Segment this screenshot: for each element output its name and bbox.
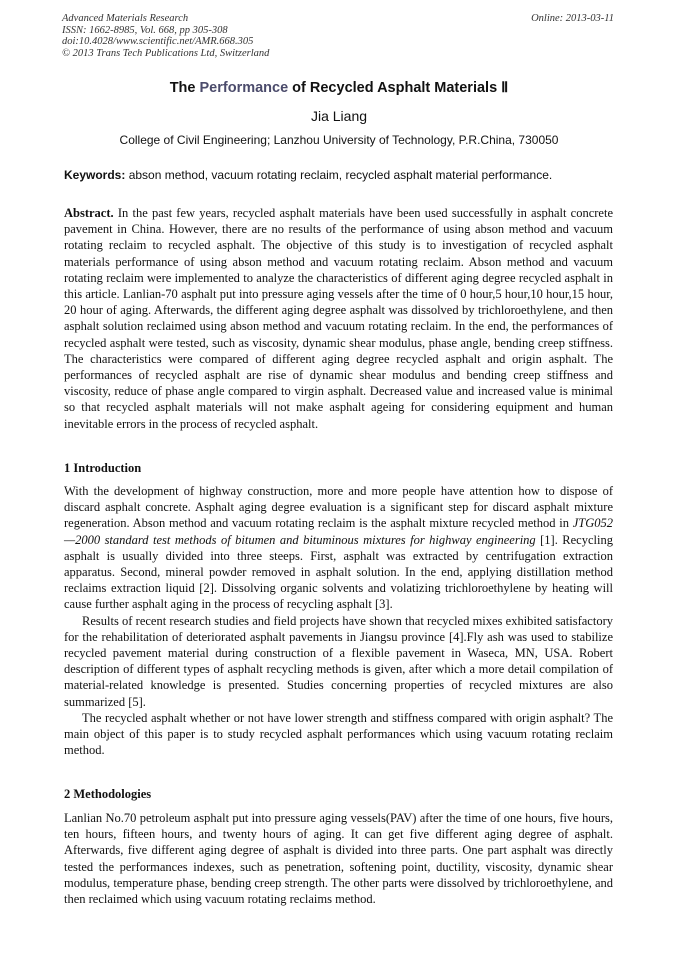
intro-p1-text-b: [1]. Recycling asphalt is usually divided into three steeps. First, asphalt was extracted by centrifugation extraction apparatus. Second, mineral powder removed in asphalt solution. In the end, applying distillation method reclaims extraction liquid [2]. Dissolving organic solvents and volatizing trichloroethylene by heating will cause further asphalt aging in the process of recycling asphalt [3]. (64, 532, 613, 612)
intro-paragraph-2: Results of recent research studies and field projects have shown that recycled mixes exhibited satisfactory for the rehabilitation of deteriorated asphalt pavements in Jiangsu province [4].Fly ash was used to stabilize recycled pavement material during construction of a flexible pavement in Waseca, MN, USA. Robert description of different types of asphalt recycling methods is given, after which a more detail compilation of material-related knowledge is presented. Studies concerning properties of recycled mixtures are also summarized [5]. (64, 613, 613, 709)
author-name: Jia Liang (310, 108, 368, 124)
doi-line: doi:10.4028/www.scientific.net/AMR.668.305 (62, 36, 254, 47)
intro-p1-text-a: With the development of highway construction, more and more people have attention how to dispose of discard asphalt concrete. Asphalt aging degree evaluation is a significant step for discard asphalt mixture regeneration. Abson method and vacuum rotating reclaim is the asphalt mixture recycled method in (64, 484, 613, 531)
journal-header (62, 13, 269, 59)
keywords (64, 168, 616, 182)
keywords-label: Keywords: (64, 168, 126, 182)
abstract-label: Abstract. (64, 206, 114, 220)
introduction-body (64, 483, 613, 758)
title-part-2: of Recycled Asphalt Materials Ⅱ (288, 80, 509, 96)
affiliation: College of Civil Engineering; Lanzhou University of Technology, P.R.China, 730050 (119, 133, 559, 147)
methodologies-body (64, 810, 613, 907)
online-date: Online: 2013-03-11 (531, 13, 614, 24)
title-highlight: Performance (199, 80, 289, 96)
intro-p1-citation-title: JTG052—2000 standard test methods of bitumen and bituminous mixtures for highway engineering (64, 516, 613, 547)
title-part-1: The (169, 80, 200, 96)
paper-title (0, 80, 678, 96)
intro-paragraph-1 (64, 483, 613, 613)
section-heading-introduction: 1 Introduction (64, 461, 142, 475)
keywords-text: abson method, vacuum rotating reclaim, recycled asphalt material performance. (125, 168, 553, 182)
abstract-text: In the past few years, recycled asphalt materials have been used successfully in asphalt concrete pavement in China. However, there are no results of the performance of using abson method and vacuum rotating reclaim to recycled asphalt. The objective of this study is to investigation of recycled asphalt materials performance of using abson method and vacuum rotating reclaim. Abson method and vacuum rotating reclaim were implemented to analyze the characteristics of different aging degree recycled asphalt in this article. Lanlian-70 asphalt put into pressure aging vessels after the time of 0 hour,5 hour,10 hour,15 hour, 20 hour of aging. Afterwards, the different aging degree asphalt was dissolved by trichloroethylene, and then asphalt solution reclaimed using abson method and vacuum rotating reclaim. In the end, the performances of recycled asphalt were tested, such as viscosity, dynamic shear modulus, phase angle, bending creep stiffness. The characteristics were compared of different aging degree recycled asphalt and origin asphalt. The performances of recycled asphalt are rise of dynamic shear modulus and bending creep stiffness and viscosity, reduce of phase angle compared to virgin asphalt. Decreased value and increased value is minimal so that recycled asphalt materials will not make asphalt ageing for considering equipment and human inevitable errors in the process of recycled asphalt. (64, 206, 613, 431)
abstract (64, 205, 613, 432)
copyright-line: © 2013 Trans Tech Publications Ltd, Switzerland (62, 47, 270, 59)
section-heading-methodologies: 2 Methodologies (64, 787, 152, 801)
methods-paragraph-1: Lanlian No.70 petroleum asphalt put into pressure aging vessels(PAV) after the time of one hours, five hours, ten hours, fifteen hours, and twenty hours of aging. It can get five different aging degree of asphalt. Afterwards, five different aging degree of asphalt is divided into three parts. One part asphalt was directly tested the performances indexes, such as penetration, softening point, ductility, viscosity, dynamic shear modulus, temperature phase, bending creep strength. The other parts were dissolved by trichloroethylene, and then reclaimed which using vacuum rotating reclaims method. (64, 811, 613, 907)
intro-paragraph-3: The recycled asphalt whether or not have lower strength and stiffness compared with origin asphalt? The main object of this paper is to study recycled asphalt performances which using vacuum rotating reclaim method. (64, 710, 613, 758)
journal-name: Advanced Materials Research (62, 13, 189, 24)
issn-line: ISSN: 1662-8985, Vol. 668, pp 305-308 (62, 24, 228, 36)
